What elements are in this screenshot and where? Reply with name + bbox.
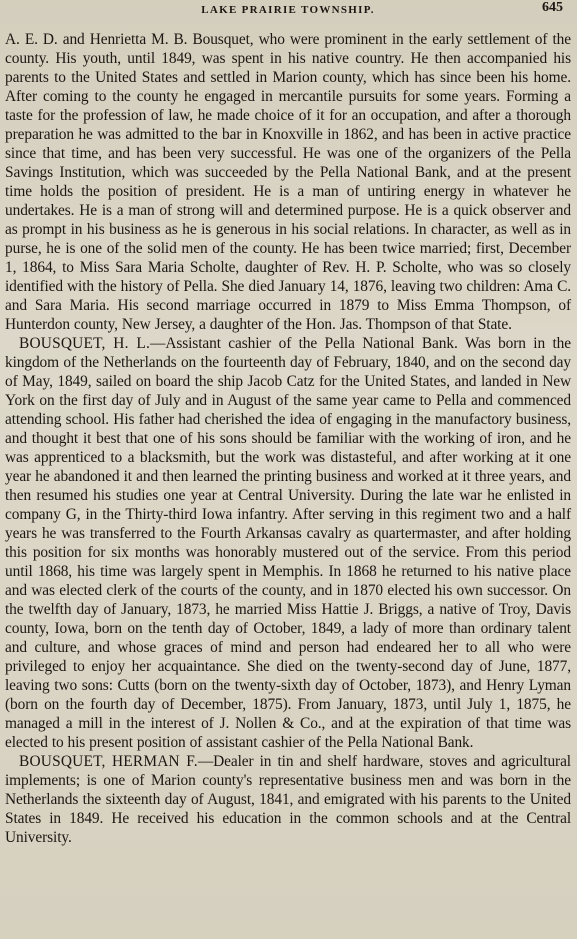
entry-continued-bousquet-aed — [5, 30, 571, 334]
entry-name: BOUSQUET, HERMAN F. — [19, 753, 198, 770]
page-number: 645 — [542, 0, 563, 15]
entry-bousquet-hl — [5, 334, 571, 752]
entry-name: BOUSQUET, H. L. — [19, 335, 151, 352]
entry-bousquet-herman — [5, 752, 571, 847]
running-head — [5, 0, 571, 30]
body-text — [5, 30, 571, 847]
entry-text: —Dealer in tin and shelf hardware, stoves and agricultural implements; is one of Marion county's representative business men and was born in the Netherlands the sixteenth day of August, 1841, and emigrated with his parents to the United States in 1849. He received his education in the common schools and at the Central University. — [5, 753, 571, 846]
running-title: LAKE PRAIRIE TOWNSHIP. — [201, 4, 375, 16]
entry-text: —Assistant cashier of the Pella National Bank. Was born in the kingdom of the Netherlands on the fourteenth day of February, 1840, and on the second day of May, 1849, sailed on board the ship Jacob Catz for the United States, and landed in New York on the first day of July and in August of the same year came to Pella and commenced attending school. His father had cherished the idea of engaging in the manufactory business, and thought it best that one of his sons should be familiar with the working of iron, and he was apprenticed to a blacksmith, but the work was distasteful, and after working at it one year he abandoned it and then learned the printing business and worked at it three years, and then resumed his studies one year at Central University. During the late war he enlisted in company G, in the Thirty-third Iowa infantry. After serving in this regiment two and a half years he was transferred to the Fourth Arkansas cavalry as quartermaster, and after holding this position for six months was honorably mustered out of the service. From this period until 1868, his time was largely spent in Memphis. In 1868 he returned to his native place and was elected clerk of the courts of the county, and in 1870 elected his own successor. On the twelfth day of January, 1873, he married Miss Hattie J. Briggs, a native of Troy, Davis county, Iowa, born on the tenth day of October, 1849, a lady of more than ordinary talent and culture, and whose graces of mind and person had endeared her to all who were privileged to enjoy her acquaintance. She died on the twenty-second day of June, 1877, leaving two sons: Cutts (born on the twenty-sixth day of October, 1873), and Henry Lyman (born on the fourth day of December, 1875). From January, 1873, until July 1, 1875, he managed a mill in the interest of J. Nollen & Co., and at the expiration of that time was elected to his present position of assistant cashier of the Pella National Bank. — [5, 335, 571, 751]
entry-text: A. E. D. and Henrietta M. B. Bousquet, who were prominent in the early settlement of the county. His youth, until 1849, was spent in his native country. He then accompanied his parents to the United States and settled in Marion county, which has since been his home. After coming to the county he engaged in mercantile pursuits for some years. Forming a taste for the profession of law, he made choice of it for an occupation, and after a thorough preparation he was admitted to the bar in Knoxville in 1862, and has been in active practice since that time, and has been very successful. He was one of the organizers of the Pella Savings Institution, which was succeeded by the Pella National Bank, and at the present time holds the position of president. He is a man of untiring energy in whatever he undertakes. He is a man of strong will and determined purpose. He is a quick observer and as prompt in his business as he is generous in his social relations. In character, as well as in purse, he is one of the solid men of the county. He has been twice married; first, December 1, 1864, to Miss Sara Maria Scholte, daughter of Rev. H. P. Scholte, who was so closely identified with the history of Pella. She died January 14, 1876, leaving two children: Ama C. and Sara Maria. His second marriage occurred in 1879 to Miss Emma Thompson, of Hunterdon county, New Jersey, a daughter of the Hon. Jas. Thompson of that State. — [5, 31, 571, 333]
